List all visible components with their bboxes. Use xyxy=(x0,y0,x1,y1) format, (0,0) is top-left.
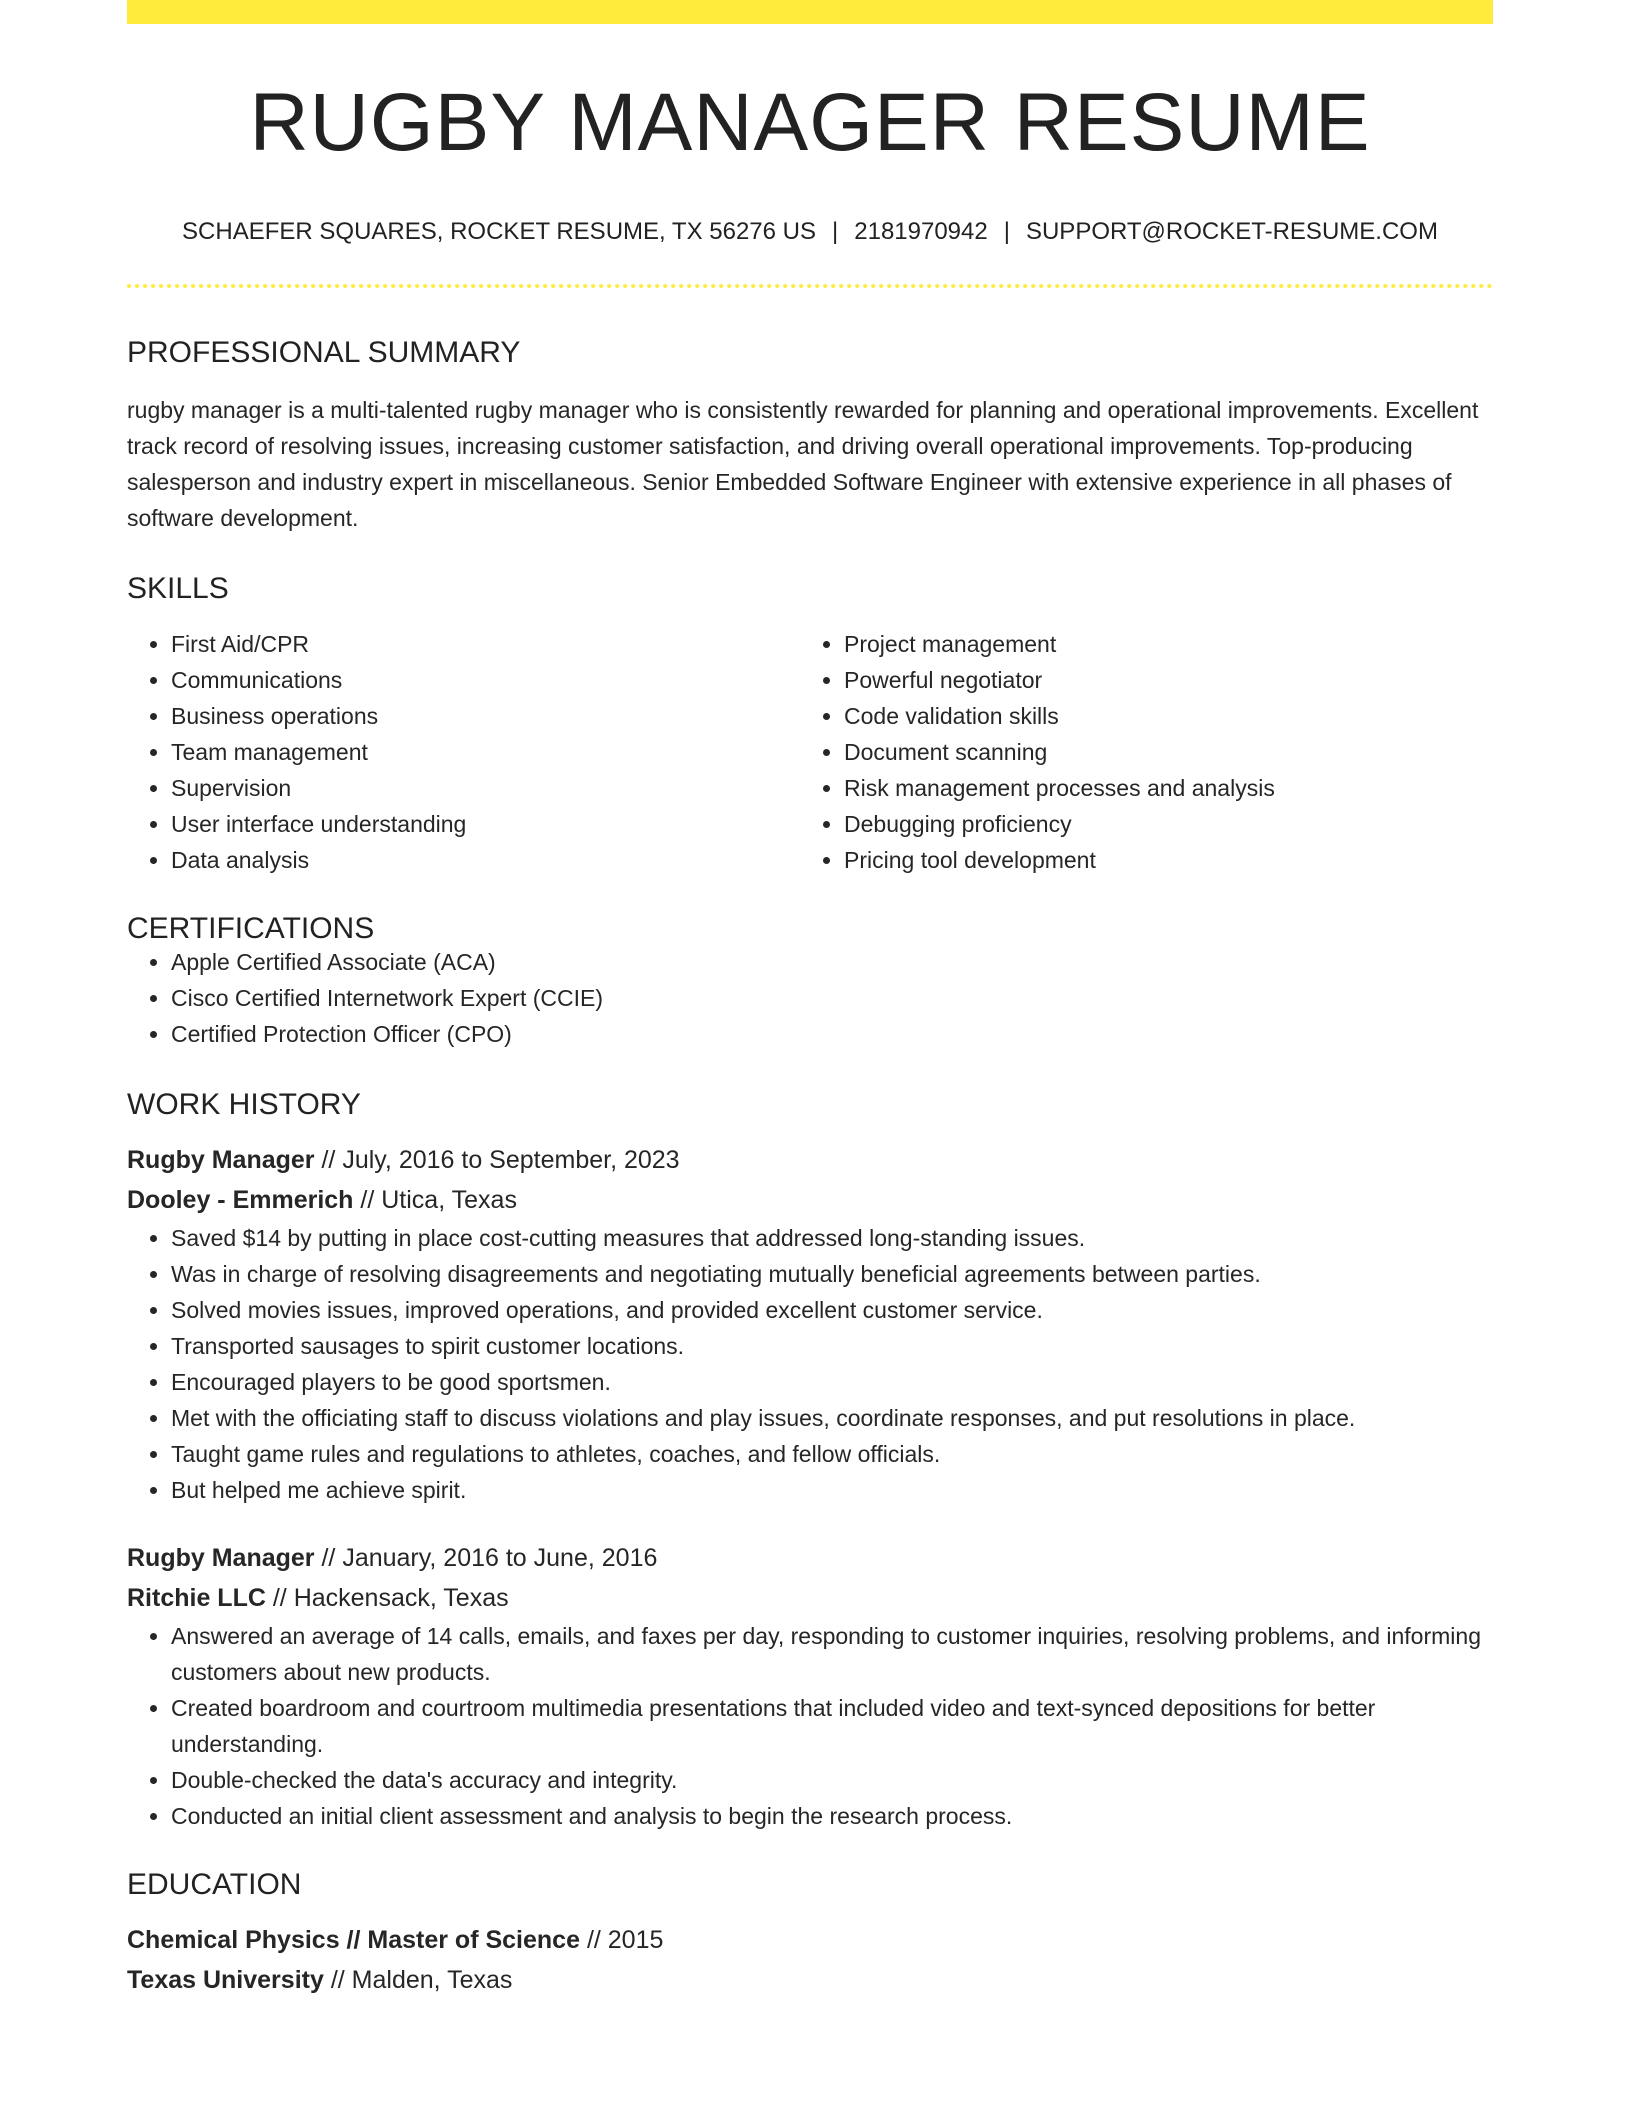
education-school-line xyxy=(127,1960,1493,2000)
skill-item: • First Aid/CPR xyxy=(171,626,800,662)
certification-item: • Cisco Certified Internetwork Expert (CCIE) xyxy=(171,980,1493,1016)
job-bullets xyxy=(127,1220,1493,1508)
job-location: // Hackensack, Texas xyxy=(272,1584,509,1612)
job-bullet: • Met with the officiating staff to discuss violations and play issues, coordinate responses, and put resolutions in place. xyxy=(171,1400,1493,1436)
work-history-heading: WORK HISTORY xyxy=(127,1088,361,1121)
job-bullets xyxy=(127,1618,1493,1834)
job-company: Dooley - Emmerich xyxy=(127,1186,354,1214)
contact-email: SUPPORT@ROCKET-RESUME.COM xyxy=(1025,218,1438,245)
certification-item: • Certified Protection Officer (CPO) xyxy=(171,1016,1493,1052)
skills-list-right xyxy=(800,626,1473,878)
certification-item: • Apple Certified Associate (ACA) xyxy=(171,944,1493,980)
job-dates: // July, 2016 to September, 2023 xyxy=(321,1146,680,1174)
education-heading: EDUCATION xyxy=(127,1868,302,1901)
job-bullet: • Conducted an initial client assessment and analysis to begin the research process. xyxy=(171,1798,1493,1834)
job-title-line xyxy=(127,1538,1493,1578)
job-location: // Utica, Texas xyxy=(360,1186,517,1214)
skill-item: • Business operations xyxy=(171,698,800,734)
skill-item: • Document scanning xyxy=(844,734,1473,770)
summary-heading: PROFESSIONAL SUMMARY xyxy=(127,336,521,369)
education-location: // Malden, Texas xyxy=(330,1966,513,1994)
skills-columns xyxy=(127,626,1493,878)
job-role: Rugby Manager xyxy=(127,1146,315,1174)
contact-address: SCHAEFER SQUARES, ROCKET RESUME, TX 56276 US xyxy=(182,218,817,245)
skill-item: • Project management xyxy=(844,626,1473,662)
education-degree-line xyxy=(127,1920,1493,1960)
job-role: Rugby Manager xyxy=(127,1544,315,1572)
job-bullet: • Saved $14 by putting in place cost-cutting measures that addressed long-standing issues. xyxy=(171,1220,1493,1256)
resume-page xyxy=(127,0,1493,2000)
skill-item: • Pricing tool development xyxy=(844,842,1473,878)
job-bullet: • Transported sausages to spirit customer locations. xyxy=(171,1328,1493,1364)
skill-item: • Data analysis xyxy=(171,842,800,878)
education-entry xyxy=(127,1920,1493,2000)
contact-phone: 2181970942 xyxy=(854,218,988,245)
education-school: Texas University xyxy=(127,1966,324,1994)
job-bullet: • Solved movies issues, improved operations, and provided excellent customer service. xyxy=(171,1292,1493,1328)
education-degree: Chemical Physics // Master of Science xyxy=(127,1926,580,1954)
job-bullet: • Double-checked the data's accuracy and integrity. xyxy=(171,1762,1493,1798)
skill-item: • Communications xyxy=(171,662,800,698)
resume-title: RUGBY MANAGER RESUME xyxy=(249,77,1371,168)
education-year: // 2015 xyxy=(586,1926,664,1954)
skills-list-left xyxy=(127,626,800,878)
job-company-line xyxy=(127,1578,1493,1618)
job-company-line xyxy=(127,1180,1493,1220)
top-accent-bar xyxy=(127,0,1493,24)
skills-column-right xyxy=(800,626,1473,878)
job-bullet: • But helped me achieve spirit. xyxy=(171,1472,1493,1508)
job-entry xyxy=(127,1140,1493,1508)
job-title-line xyxy=(127,1140,1493,1180)
skill-item: • Debugging proficiency xyxy=(844,806,1473,842)
skill-item: • Team management xyxy=(171,734,800,770)
contact-separator: | xyxy=(1003,218,1010,245)
job-dates: // January, 2016 to June, 2016 xyxy=(321,1544,658,1572)
summary-text: rugby manager is a multi-talented rugby manager who is consistently rewarded for planning and operational improvements. Excellent track record of resolving issues, increasing customer satisfaction, and driving overall operational improvements. Top-producing salesperson and industry expert in miscellaneous. Senior Embedded Software Engineer with extensive experience in all phases of software development. xyxy=(127,397,1479,531)
job-company: Ritchie LLC xyxy=(127,1584,266,1612)
contact-line xyxy=(127,220,1493,244)
skill-item: • Code validation skills xyxy=(844,698,1473,734)
job-entry xyxy=(127,1538,1493,1834)
certifications-list xyxy=(127,944,1493,1052)
certifications-heading: CERTIFICATIONS xyxy=(127,912,375,945)
contact-separator: | xyxy=(832,218,839,245)
skills-column-left xyxy=(127,626,800,878)
skill-item: • Supervision xyxy=(171,770,800,806)
skill-item: • Risk management processes and analysis xyxy=(844,770,1473,806)
skills-heading: SKILLS xyxy=(127,572,229,605)
job-bullet: • Was in charge of resolving disagreements and negotiating mutually beneficial agreements between parties. xyxy=(171,1256,1493,1292)
job-bullet: • Taught game rules and regulations to athletes, coaches, and fellow officials. xyxy=(171,1436,1493,1472)
skill-item: • Powerful negotiator xyxy=(844,662,1473,698)
job-bullet: • Created boardroom and courtroom multimedia presentations that included video and text-synced depositions for better understanding. xyxy=(171,1690,1493,1762)
skill-item: • User interface understanding xyxy=(171,806,800,842)
job-bullet: • Encouraged players to be good sportsmen. xyxy=(171,1364,1493,1400)
dotted-divider xyxy=(127,284,1493,288)
job-bullet: • Answered an average of 14 calls, emails, and faxes per day, responding to customer inquiries, resolving problems, and informing customers about new products. xyxy=(171,1618,1493,1690)
